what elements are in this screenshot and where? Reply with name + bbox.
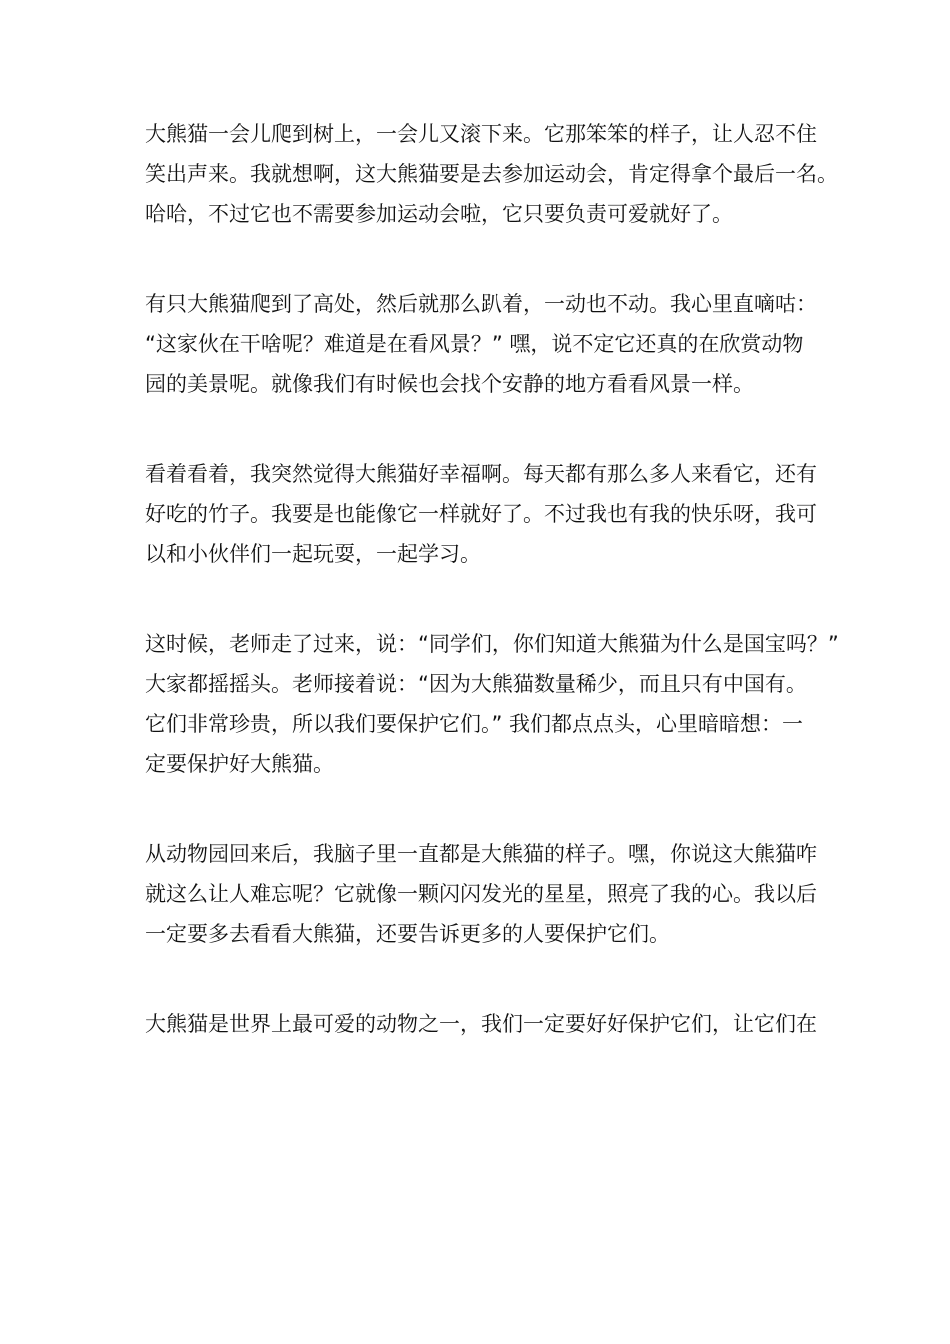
paragraph xyxy=(145,454,817,574)
text-line: 大家都摇摇头。老师接着说：“因为大熊猫数量稀少，而且只有中国有。 xyxy=(145,672,807,696)
text-line: 就这么让人难忘呢？它就像一颗闪闪发光的星星，照亮了我的心。我以后 xyxy=(145,882,817,906)
text-line: 一定要多去看看大熊猫，还要告诉更多的人要保护它们。 xyxy=(145,922,670,946)
text-line: 它们非常珍贵，所以我们要保护它们。” 我们都点点头，心里暗暗想：一 xyxy=(145,712,804,736)
text-line: 定要保护好大熊猫。 xyxy=(145,752,334,776)
text-line: “这家伙在干啥呢？难道是在看风景？” 嘿，说不定它还真的在欣赏动物 xyxy=(145,332,804,356)
paragraph xyxy=(145,284,817,404)
text-line: 好吃的竹子。我要是也能像它一样就好了。不过我也有我的快乐呀，我可 xyxy=(145,502,817,526)
document-body xyxy=(145,114,839,1094)
text-line: 有只大熊猫爬到了高处，然后就那么趴着，一动也不动。我心里直嘀咕： xyxy=(145,292,817,316)
text-line: 大熊猫一会儿爬到树上，一会儿又滚下来。它那笨笨的样子，让人忍不住 xyxy=(145,122,817,146)
text-line: 从动物园回来后，我脑子里一直都是大熊猫的样子。嘿，你说这大熊猫咋 xyxy=(145,842,817,866)
text-line: 哈哈，不过它也不需要参加运动会啦，它只要负责可爱就好了。 xyxy=(145,202,733,226)
text-line: 笑出声来。我就想啊，这大熊猫要是去参加运动会，肯定得拿个最后一名。 xyxy=(145,162,838,186)
paragraph xyxy=(145,1004,817,1044)
paragraph xyxy=(145,114,838,234)
text-line: 大熊猫是世界上最可爱的动物之一，我们一定要好好保护它们，让它们在 xyxy=(145,1012,817,1036)
paragraph xyxy=(145,624,839,784)
text-line: 园的美景呢。就像我们有时候也会找个安静的地方看看风景一样。 xyxy=(145,372,754,396)
text-line: 这时候，老师走了过来，说：“同学们，你们知道大熊猫为什么是国宝吗？” xyxy=(145,632,839,656)
text-line: 以和小伙伴们一起玩耍，一起学习。 xyxy=(145,542,481,566)
text-line: 看着看着，我突然觉得大熊猫好幸福啊。每天都有那么多人来看它，还有 xyxy=(145,462,817,486)
paragraph xyxy=(145,834,817,954)
